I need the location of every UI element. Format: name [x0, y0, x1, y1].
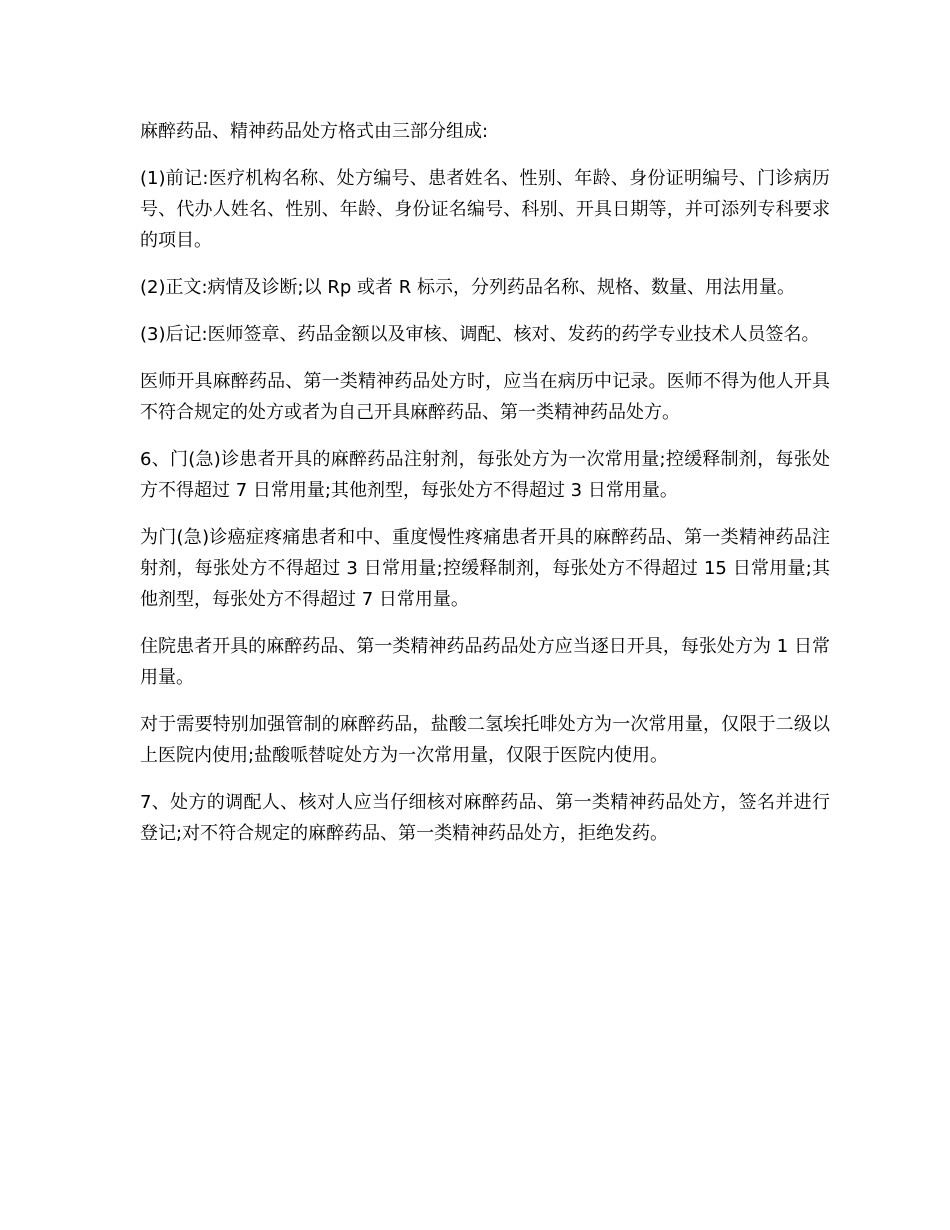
paragraph-front-matter: (1)前记:医疗机构名称、处方编号、患者姓名、性别、年龄、身份证明编号、门诊病历号、代办人姓名、性别、年龄、身份证名编号、科别、开具日期等，并可添列专科要求的项目。	[140, 168, 830, 251]
paragraph-pain-patient-limits: 为门(急)诊癌症疼痛患者和中、重度慢性疼痛患者开具的麻醉药品、第一类精神药品注射剂，每张处方不得超过 3 日常用量;控缓释制剂，每张处方不得超过 15 日常用量;其他剂型，每张处方不得超过 7 日常用量。	[140, 527, 830, 610]
paragraph-intro: 麻醉药品、精神药品处方格式由三部分组成:	[140, 121, 489, 142]
paragraph-physician-record: 医师开具麻醉药品、第一类精神药品处方时，应当在病历中记录。医师不得为他人开具不符合规定的处方或者为自己开具麻醉药品、第一类精神药品处方。	[140, 371, 830, 423]
paragraph-outpatient-limits: 6、门(急)诊患者开具的麻醉药品注射剂，每张处方为一次常用量;控缓释制剂，每张处方不得超过 7 日常用量;其他剂型，每张处方不得超过 3 日常用量。	[140, 449, 830, 501]
paragraph-inpatient-limits: 住院患者开具的麻醉药品、第一类精神药品药品处方应当逐日开具，每张处方为 1 日常用量。	[140, 636, 830, 688]
paragraph-special-control: 对于需要特别加强管制的麻醉药品，盐酸二氢埃托啡处方为一次常用量，仅限于二级以上医院内使用;盐酸哌替啶处方为一次常用量，仅限于医院内使用。	[140, 714, 830, 766]
paragraph-dispensing: 7、处方的调配人、核对人应当仔细核对麻醉药品、第一类精神药品处方，签名并进行登记;对不符合规定的麻醉药品、第一类精神药品处方，拒绝发药。	[140, 792, 830, 844]
document-body	[140, 116, 830, 865]
paragraph-main-text: (2)正文:病情及诊断;以 Rp 或者 R 标示，分列药品名称、规格、数量、用法用量。	[140, 277, 795, 298]
paragraph-back-matter: (3)后记:医师签章、药品金额以及审核、调配、核对、发药的药学专业技术人员签名。	[140, 324, 820, 345]
